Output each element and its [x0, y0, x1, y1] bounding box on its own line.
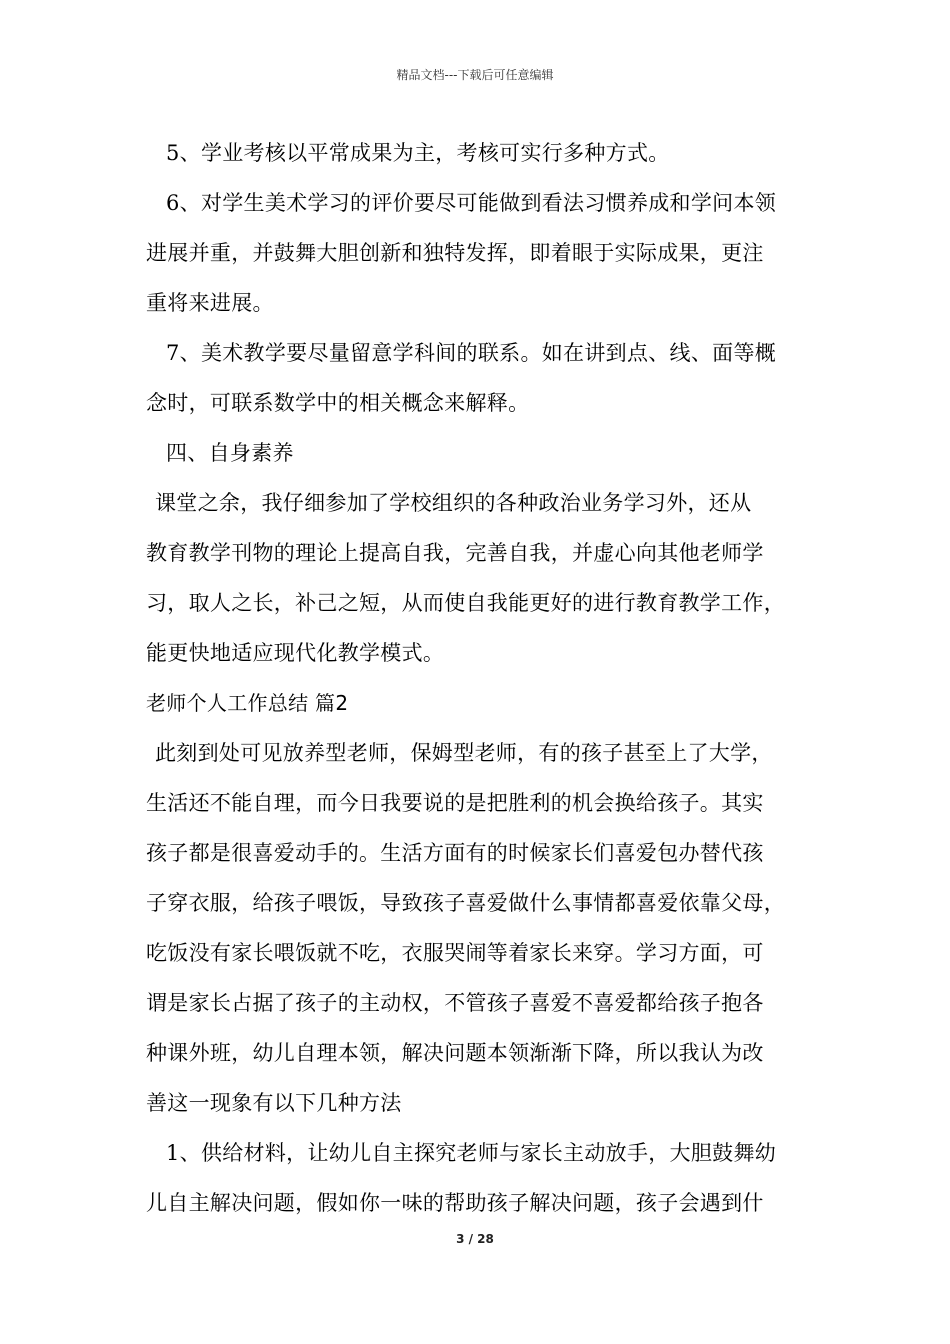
paragraph-line: 5、学业考核以平常成果为主，考核可实行多种方式。 — [166, 141, 670, 165]
paragraph-line: 生活还不能自理，而今日我要说的是把胜利的机会换给孩子。其实 — [146, 791, 764, 815]
paragraph-line: 重将来进展。 — [146, 291, 274, 315]
page-header: 精品文档---下载后可任意编辑 — [396, 68, 554, 82]
document-body — [146, 128, 818, 1228]
article-title: 老师个人工作总结 篇2 — [146, 691, 349, 715]
paragraph-line: 6、对学生美术学习的评价要尽可能做到看法习惯养成和学问本领 — [166, 191, 777, 215]
paragraph-line: 孩子都是很喜爱动手的。生活方面有的时候家长们喜爱包办替代孩 — [146, 841, 764, 865]
paragraph-line: 1、供给材料，让幼儿自主探究老师与家长主动放手，大胆鼓舞幼 — [166, 1141, 777, 1165]
paragraph-line: 子穿衣服，给孩子喂饭，导致孩子喜爱做什么事情都喜爱依靠父母， — [146, 891, 785, 915]
paragraph-line: 课堂之余，我仔细参加了学校组织的各种政治业务学习外，还从 — [155, 491, 752, 515]
paragraph-line: 习，取人之长，补己之短，从而使自我能更好的进行教育教学工作， — [146, 591, 785, 615]
paragraph-line: 谓是家长占据了孩子的主动权，不管孩子喜爱不喜爱都给孩子抱各 — [146, 991, 764, 1015]
paragraph-line: 善这一现象有以下几种方法 — [146, 1091, 402, 1115]
section-heading: 四、自身素养 — [166, 441, 294, 465]
paragraph-line: 能更快地适应现代化教学模式。 — [146, 641, 445, 665]
paragraph-line: 进展并重，并鼓舞大胆创新和独特发挥，即着眼于实际成果，更注 — [146, 241, 764, 265]
paragraph-line: 种课外班，幼儿自理本领，解决问题本领渐渐下降，所以我认为改 — [146, 1041, 764, 1065]
paragraph-line: 儿自主解决问题，假如你一味的帮助孩子解决问题，孩子会遇到什 — [146, 1191, 764, 1215]
paragraph-line: 念时，可联系数学中的相关概念来解释。 — [146, 391, 530, 415]
paragraph-line: 此刻到处可见放养型老师，保姆型老师，有的孩子甚至上了大学， — [155, 741, 773, 765]
paragraph-line: 7、美术教学要尽量留意学科间的联系。如在讲到点、线、面等概 — [166, 341, 777, 365]
page-number: 3 / 28 — [456, 1232, 494, 1246]
paragraph-line: 教育教学刊物的理论上提高自我，完善自我，并虚心向其他老师学 — [146, 541, 764, 565]
paragraph-line: 吃饭没有家长喂饭就不吃，衣服哭闹等着家长来穿。学习方面，可 — [146, 941, 764, 965]
